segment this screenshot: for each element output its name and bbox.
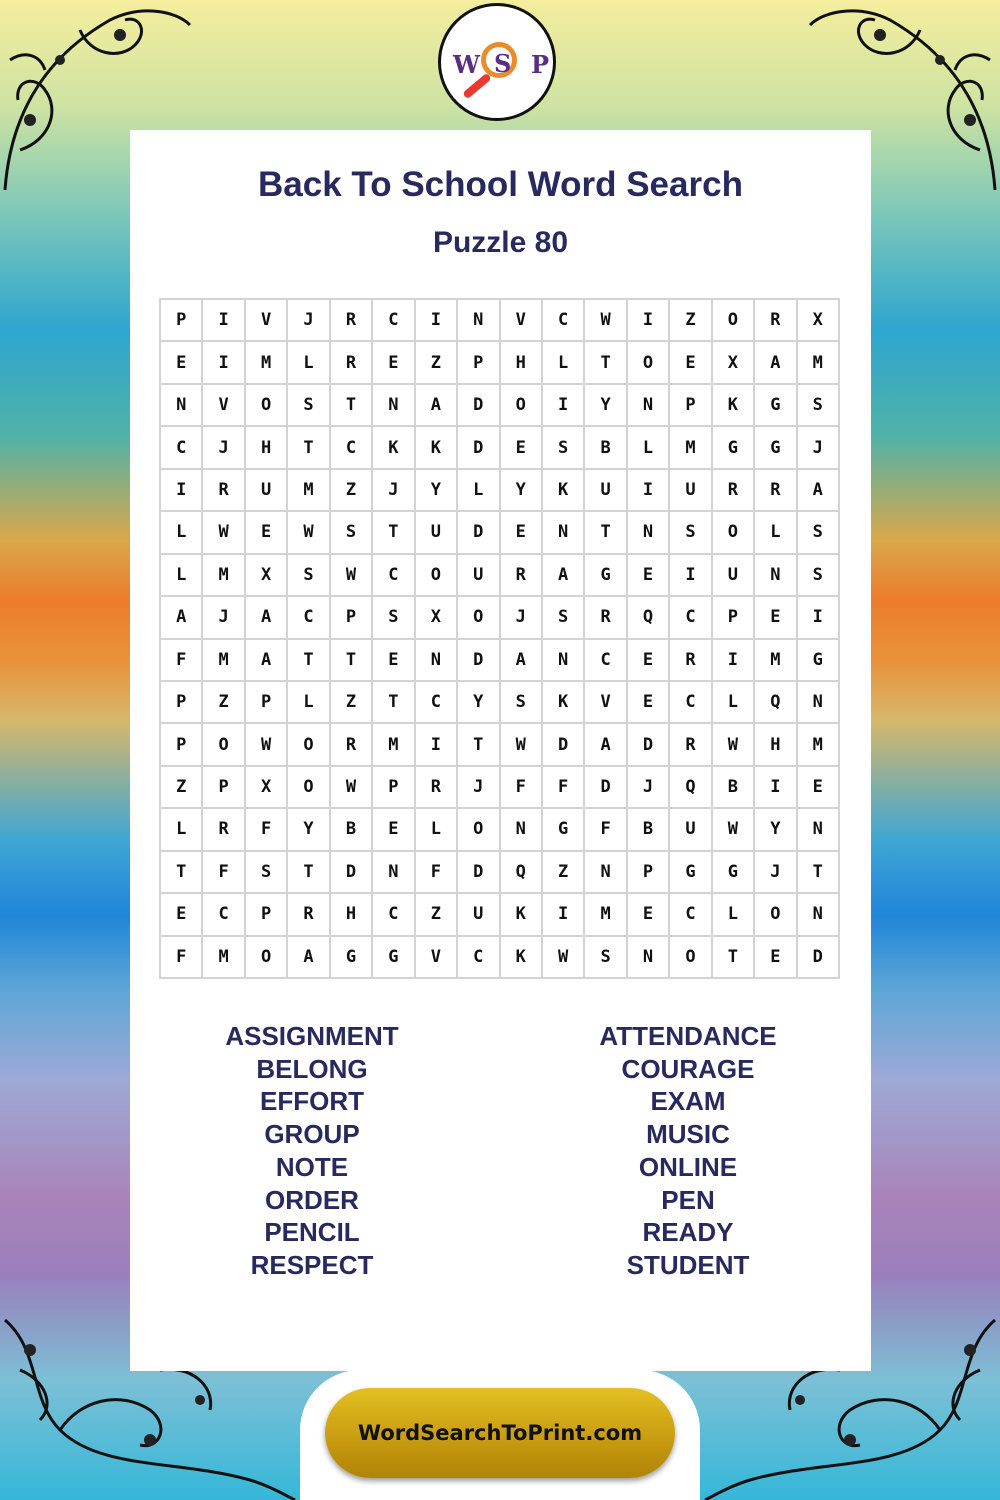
grid-cell[interactable]: A <box>585 724 627 766</box>
grid-cell[interactable]: R <box>755 470 797 512</box>
grid-cell[interactable]: L <box>161 555 203 597</box>
grid-cell[interactable]: L <box>713 682 755 724</box>
grid-cell[interactable]: E <box>798 767 840 809</box>
grid-cell[interactable]: C <box>373 300 415 342</box>
grid-cell[interactable]: V <box>501 300 543 342</box>
grid-cell[interactable]: Y <box>288 809 330 851</box>
grid-cell[interactable]: L <box>416 809 458 851</box>
grid-cell[interactable]: O <box>288 767 330 809</box>
grid-cell[interactable]: E <box>373 809 415 851</box>
grid-cell[interactable]: Z <box>543 852 585 894</box>
grid-cell[interactable]: V <box>246 300 288 342</box>
grid-cell[interactable]: I <box>203 342 245 384</box>
grid-cell[interactable]: H <box>501 342 543 384</box>
grid-cell[interactable]: P <box>713 597 755 639</box>
grid-cell[interactable]: N <box>161 385 203 427</box>
grid-cell[interactable]: A <box>543 555 585 597</box>
grid-cell[interactable]: F <box>585 809 627 851</box>
word-list-item: ORDER <box>265 1184 359 1215</box>
grid-cell[interactable]: Y <box>755 809 797 851</box>
grid-cell[interactable]: P <box>246 682 288 724</box>
grid-cell[interactable]: O <box>416 555 458 597</box>
grid-cell[interactable]: H <box>755 724 797 766</box>
grid-cell[interactable]: J <box>203 597 245 639</box>
grid-cell[interactable]: B <box>628 809 670 851</box>
grid-cell[interactable]: Z <box>161 767 203 809</box>
grid-cell[interactable]: S <box>331 512 373 554</box>
grid-cell[interactable]: L <box>628 427 670 469</box>
grid-cell[interactable]: F <box>161 937 203 979</box>
grid-cell[interactable]: C <box>543 300 585 342</box>
grid-cell[interactable]: K <box>543 470 585 512</box>
grid-cell[interactable]: T <box>288 427 330 469</box>
grid-cell[interactable]: U <box>713 555 755 597</box>
grid-cell[interactable]: Q <box>628 597 670 639</box>
grid-cell[interactable]: I <box>416 300 458 342</box>
grid-cell[interactable]: I <box>628 300 670 342</box>
logo-letter: S <box>494 49 512 78</box>
grid-cell[interactable]: S <box>373 597 415 639</box>
word-list-item: ASSIGNMENT <box>225 1021 399 1051</box>
grid-cell[interactable]: C <box>288 597 330 639</box>
grid-cell[interactable]: P <box>161 682 203 724</box>
grid-cell[interactable]: M <box>670 427 712 469</box>
grid-cell[interactable]: P <box>246 894 288 936</box>
grid-cell[interactable]: X <box>246 555 288 597</box>
grid-cell[interactable]: E <box>161 342 203 384</box>
grid-cell[interactable]: X <box>713 342 755 384</box>
logo-letter: P <box>531 50 550 79</box>
grid-cell[interactable]: T <box>288 852 330 894</box>
grid-cell[interactable]: P <box>203 767 245 809</box>
grid-cell[interactable]: Y <box>501 470 543 512</box>
grid-cell[interactable]: A <box>501 640 543 682</box>
grid-cell[interactable]: W <box>246 724 288 766</box>
grid-cell[interactable]: N <box>585 852 627 894</box>
grid-cell[interactable]: R <box>203 809 245 851</box>
grid-cell[interactable]: S <box>585 937 627 979</box>
grid-cell[interactable]: F <box>161 640 203 682</box>
grid-cell[interactable]: P <box>331 597 373 639</box>
grid-cell[interactable]: E <box>161 894 203 936</box>
grid-cell[interactable]: G <box>755 385 797 427</box>
grid-cell[interactable]: T <box>458 724 500 766</box>
grid-cell[interactable]: K <box>713 385 755 427</box>
grid-cell[interactable]: N <box>373 852 415 894</box>
logo-letter: W <box>453 50 480 79</box>
grid-cell[interactable]: Z <box>331 470 373 512</box>
grid-cell[interactable]: E <box>628 894 670 936</box>
grid-cell[interactable]: N <box>628 385 670 427</box>
grid-cell[interactable]: S <box>501 682 543 724</box>
grid-cell[interactable]: G <box>713 852 755 894</box>
grid-cell[interactable]: B <box>331 809 373 851</box>
grid-cell[interactable]: I <box>543 894 585 936</box>
grid-cell[interactable]: I <box>713 640 755 682</box>
grid-cell[interactable]: C <box>416 682 458 724</box>
grid-cell[interactable]: G <box>798 640 840 682</box>
grid-cell[interactable]: C <box>670 682 712 724</box>
grid-cell[interactable]: E <box>628 682 670 724</box>
grid-cell[interactable]: S <box>798 512 840 554</box>
grid-cell[interactable]: F <box>246 809 288 851</box>
grid-cell[interactable]: U <box>246 470 288 512</box>
word-list-item: READY <box>642 1217 734 1248</box>
grid-cell[interactable]: P <box>458 342 500 384</box>
word-list-item: COURAGE <box>621 1053 755 1084</box>
grid-cell[interactable]: J <box>501 597 543 639</box>
grid-cell[interactable]: T <box>373 682 415 724</box>
grid-cell[interactable]: T <box>161 852 203 894</box>
grid-cell[interactable]: Z <box>203 682 245 724</box>
grid-cell[interactable]: I <box>798 597 840 639</box>
grid-cell[interactable]: V <box>416 937 458 979</box>
grid-cell[interactable]: U <box>458 894 500 936</box>
grid-cell[interactable]: D <box>458 852 500 894</box>
grid-cell[interactable]: R <box>288 894 330 936</box>
grid-cell[interactable]: N <box>373 385 415 427</box>
puzzle-number: Puzzle 80 <box>432 226 569 259</box>
grid-cell[interactable]: R <box>501 555 543 597</box>
grid-cell[interactable]: T <box>331 640 373 682</box>
grid-cell[interactable]: K <box>543 682 585 724</box>
grid-cell[interactable]: D <box>331 852 373 894</box>
grid-cell[interactable]: M <box>203 555 245 597</box>
grid-cell[interactable]: W <box>203 512 245 554</box>
grid-cell[interactable]: A <box>288 937 330 979</box>
grid-cell[interactable]: C <box>203 894 245 936</box>
word-list-item: STUDENT <box>626 1249 750 1280</box>
grid-cell[interactable]: A <box>246 640 288 682</box>
grid-cell[interactable]: S <box>670 512 712 554</box>
grid-cell[interactable]: O <box>713 512 755 554</box>
grid-cell[interactable]: O <box>458 809 500 851</box>
grid-cell[interactable]: R <box>670 724 712 766</box>
grid-cell[interactable]: N <box>501 809 543 851</box>
grid-cell[interactable]: A <box>161 597 203 639</box>
grid-cell[interactable]: S <box>246 852 288 894</box>
grid-cell[interactable]: S <box>543 597 585 639</box>
grid-cell[interactable]: M <box>755 640 797 682</box>
grid-cell[interactable]: R <box>203 470 245 512</box>
grid-cell[interactable]: R <box>713 470 755 512</box>
grid-cell[interactable]: K <box>501 894 543 936</box>
word-list-item: MUSIC <box>646 1119 730 1150</box>
grid-cell[interactable]: S <box>288 555 330 597</box>
grid-cell[interactable]: O <box>458 597 500 639</box>
grid-cell[interactable]: Z <box>416 342 458 384</box>
grid-cell[interactable]: E <box>670 342 712 384</box>
grid-cell[interactable]: M <box>798 724 840 766</box>
grid-cell[interactable]: A <box>755 342 797 384</box>
grid-cell[interactable]: M <box>288 470 330 512</box>
grid-cell[interactable]: C <box>458 937 500 979</box>
grid-cell[interactable]: G <box>755 427 797 469</box>
grid-cell[interactable]: L <box>288 342 330 384</box>
grid-cell[interactable]: W <box>331 555 373 597</box>
grid-cell[interactable]: J <box>755 852 797 894</box>
grid-cell[interactable]: R <box>331 342 373 384</box>
grid-cell[interactable]: X <box>416 597 458 639</box>
grid-cell[interactable]: E <box>373 342 415 384</box>
grid-cell[interactable]: F <box>203 852 245 894</box>
grid-cell[interactable]: E <box>755 597 797 639</box>
grid-cell[interactable]: T <box>373 512 415 554</box>
grid-cell[interactable]: O <box>246 385 288 427</box>
grid-cell[interactable]: H <box>331 894 373 936</box>
grid-cell[interactable]: N <box>416 640 458 682</box>
grid-cell[interactable]: Q <box>755 682 797 724</box>
grid-cell[interactable]: F <box>501 767 543 809</box>
grid-cell[interactable]: A <box>246 597 288 639</box>
grid-cell[interactable]: N <box>798 894 840 936</box>
grid-cell[interactable]: G <box>585 555 627 597</box>
word-list-item: BELONG <box>256 1053 368 1084</box>
grid-cell[interactable]: D <box>543 724 585 766</box>
grid-cell[interactable]: C <box>670 894 712 936</box>
grid-cell[interactable]: I <box>628 470 670 512</box>
grid-cell[interactable]: X <box>246 767 288 809</box>
grid-cell[interactable]: U <box>458 555 500 597</box>
grid-cell[interactable]: C <box>670 597 712 639</box>
grid-cell[interactable]: M <box>585 894 627 936</box>
grid-cell[interactable]: O <box>246 937 288 979</box>
grid-cell[interactable]: Q <box>501 852 543 894</box>
grid-cell[interactable]: B <box>713 767 755 809</box>
grid-cell[interactable]: S <box>543 427 585 469</box>
grid-cell[interactable]: W <box>585 300 627 342</box>
grid-cell[interactable]: D <box>628 724 670 766</box>
grid-cell[interactable]: E <box>501 512 543 554</box>
grid-cell[interactable]: E <box>246 512 288 554</box>
grid-cell[interactable]: K <box>501 937 543 979</box>
grid-cell[interactable]: U <box>585 470 627 512</box>
grid-cell[interactable]: E <box>628 555 670 597</box>
word-list-item: PEN <box>661 1184 715 1215</box>
grid-cell[interactable]: G <box>670 852 712 894</box>
grid-cell[interactable]: P <box>628 852 670 894</box>
grid-cell[interactable]: O <box>755 894 797 936</box>
word-list-item: NOTE <box>275 1151 349 1182</box>
grid-cell[interactable]: E <box>628 640 670 682</box>
grid-cell[interactable]: N <box>755 555 797 597</box>
grid-cell[interactable]: Z <box>670 300 712 342</box>
grid-cell[interactable]: W <box>331 767 373 809</box>
grid-cell[interactable]: W <box>288 512 330 554</box>
grid-cell[interactable]: I <box>543 385 585 427</box>
grid-cell[interactable]: I <box>161 470 203 512</box>
grid-cell[interactable]: T <box>585 342 627 384</box>
grid-cell[interactable]: M <box>246 342 288 384</box>
grid-cell[interactable]: T <box>331 385 373 427</box>
word-list-item: ONLINE <box>638 1151 738 1182</box>
grid-cell[interactable]: D <box>458 385 500 427</box>
word-list-item: GROUP <box>264 1119 360 1150</box>
grid-cell[interactable]: L <box>543 342 585 384</box>
word-list-item: RESPECT <box>250 1249 374 1280</box>
grid-cell[interactable]: B <box>585 427 627 469</box>
grid-cell[interactable]: G <box>373 937 415 979</box>
grid-cell[interactable]: A <box>798 470 840 512</box>
letter-grid <box>159 298 840 979</box>
grid-cell[interactable]: I <box>203 300 245 342</box>
grid-cell[interactable]: C <box>373 555 415 597</box>
grid-cell[interactable]: U <box>670 470 712 512</box>
grid-cell[interactable]: Z <box>331 682 373 724</box>
grid-cell[interactable]: L <box>713 894 755 936</box>
grid-cell[interactable]: R <box>585 597 627 639</box>
grid-cell[interactable]: T <box>798 852 840 894</box>
wsp-logo <box>438 3 556 121</box>
grid-cell[interactable]: N <box>543 512 585 554</box>
grid-cell[interactable]: R <box>331 300 373 342</box>
grid-cell[interactable]: T <box>713 937 755 979</box>
grid-cell[interactable]: G <box>713 427 755 469</box>
grid-cell[interactable]: Q <box>670 767 712 809</box>
grid-cell[interactable]: D <box>798 937 840 979</box>
grid-cell[interactable]: L <box>755 512 797 554</box>
word-list-item: EXAM <box>650 1086 726 1117</box>
grid-cell[interactable]: J <box>458 767 500 809</box>
grid-cell[interactable]: M <box>373 724 415 766</box>
grid-cell[interactable]: O <box>628 342 670 384</box>
grid-cell[interactable]: C <box>161 427 203 469</box>
grid-cell[interactable]: K <box>373 427 415 469</box>
grid-cell[interactable]: I <box>670 555 712 597</box>
grid-cell[interactable]: N <box>458 300 500 342</box>
grid-cell[interactable]: W <box>713 809 755 851</box>
grid-cell[interactable]: N <box>628 512 670 554</box>
grid-cell[interactable]: R <box>755 300 797 342</box>
grid-cell[interactable]: D <box>585 767 627 809</box>
grid-cell[interactable]: D <box>458 427 500 469</box>
grid-cell[interactable]: G <box>331 937 373 979</box>
word-list-right <box>538 1020 838 1282</box>
grid-cell[interactable]: D <box>458 512 500 554</box>
grid-cell[interactable]: R <box>416 767 458 809</box>
website-button[interactable] <box>325 1388 675 1478</box>
grid-cell[interactable]: C <box>373 894 415 936</box>
grid-cell[interactable]: C <box>331 427 373 469</box>
grid-cell[interactable]: M <box>203 640 245 682</box>
grid-cell[interactable]: O <box>501 385 543 427</box>
grid-cell[interactable]: U <box>416 512 458 554</box>
grid-cell[interactable]: O <box>713 300 755 342</box>
grid-cell[interactable]: U <box>670 809 712 851</box>
grid-cell[interactable]: P <box>670 385 712 427</box>
grid-cell[interactable]: W <box>543 937 585 979</box>
grid-cell[interactable]: P <box>161 724 203 766</box>
grid-cell[interactable]: O <box>203 724 245 766</box>
grid-cell[interactable]: N <box>798 682 840 724</box>
grid-cell[interactable]: S <box>288 385 330 427</box>
grid-cell[interactable]: S <box>798 555 840 597</box>
word-list-item: ATTENDANCE <box>599 1021 777 1051</box>
grid-cell[interactable]: M <box>203 937 245 979</box>
grid-cell[interactable]: N <box>628 937 670 979</box>
grid-cell[interactable]: E <box>501 427 543 469</box>
grid-cell[interactable]: J <box>203 427 245 469</box>
grid-cell[interactable]: W <box>713 724 755 766</box>
grid-cell[interactable]: A <box>416 385 458 427</box>
grid-cell[interactable]: R <box>670 640 712 682</box>
grid-cell[interactable]: Y <box>416 470 458 512</box>
grid-cell[interactable]: N <box>543 640 585 682</box>
grid-cell[interactable]: L <box>458 470 500 512</box>
word-list-item: PENCIL <box>264 1217 360 1248</box>
grid-cell[interactable]: O <box>288 724 330 766</box>
grid-cell[interactable]: E <box>755 937 797 979</box>
grid-cell[interactable]: W <box>501 724 543 766</box>
grid-cell[interactable]: Y <box>585 385 627 427</box>
grid-cell[interactable]: Y <box>458 682 500 724</box>
grid-cell[interactable]: I <box>416 724 458 766</box>
grid-cell[interactable]: V <box>585 682 627 724</box>
grid-cell[interactable]: M <box>798 342 840 384</box>
grid-cell[interactable]: J <box>288 300 330 342</box>
grid-cell[interactable]: G <box>543 809 585 851</box>
grid-cell[interactable]: L <box>288 682 330 724</box>
grid-cell[interactable]: S <box>798 385 840 427</box>
grid-cell[interactable]: D <box>458 640 500 682</box>
grid-cell[interactable]: L <box>161 512 203 554</box>
grid-cell[interactable]: J <box>798 427 840 469</box>
grid-cell[interactable]: E <box>373 640 415 682</box>
word-list-left <box>162 1020 462 1282</box>
grid-cell[interactable]: L <box>161 809 203 851</box>
grid-cell[interactable]: O <box>670 937 712 979</box>
grid-cell[interactable]: J <box>373 470 415 512</box>
grid-cell[interactable]: T <box>288 640 330 682</box>
grid-cell[interactable]: H <box>246 427 288 469</box>
grid-cell[interactable]: J <box>628 767 670 809</box>
website-label: WordSearchToPrint.com <box>357 1421 643 1445</box>
grid-cell[interactable]: P <box>161 300 203 342</box>
word-list-item: EFFORT <box>260 1086 364 1117</box>
grid-cell[interactable]: P <box>373 767 415 809</box>
grid-cell[interactable]: F <box>543 767 585 809</box>
grid-cell[interactable]: Z <box>416 894 458 936</box>
grid-cell[interactable]: N <box>798 809 840 851</box>
grid-cell[interactable]: V <box>203 385 245 427</box>
grid-cell[interactable]: I <box>755 767 797 809</box>
grid-cell[interactable]: R <box>331 724 373 766</box>
grid-cell[interactable]: K <box>416 427 458 469</box>
page-title: Back To School Word Search <box>258 165 743 204</box>
grid-cell[interactable]: F <box>416 852 458 894</box>
grid-cell[interactable]: X <box>798 300 840 342</box>
grid-cell[interactable]: T <box>585 512 627 554</box>
grid-cell[interactable]: C <box>585 640 627 682</box>
